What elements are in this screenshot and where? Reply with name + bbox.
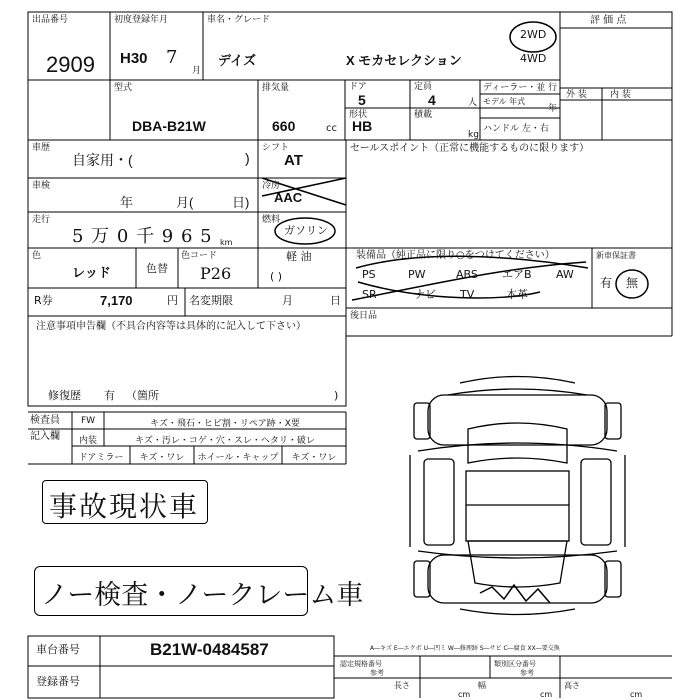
model-year-label: モデル 年式 bbox=[483, 97, 526, 106]
recycle-label: R券 bbox=[34, 294, 53, 307]
color-label: 色 bbox=[32, 251, 42, 261]
ac-value: AAC bbox=[274, 190, 303, 205]
fuel-label: 燃料 bbox=[262, 215, 281, 225]
shape: HB bbox=[352, 118, 373, 134]
name-change-month: 月 bbox=[282, 294, 293, 307]
drive-4wd: 4WD bbox=[520, 52, 547, 65]
capacity: 4 bbox=[428, 92, 436, 108]
capacity-label: 定員 bbox=[414, 82, 433, 92]
chassis-number: B21W-0484587 bbox=[150, 640, 269, 659]
equipment-ps: PS bbox=[362, 268, 376, 281]
reg-label: 初度登録年月 bbox=[114, 15, 169, 25]
sales-points-label: セールスポイント（正常に機能するものに限ります） bbox=[350, 143, 590, 154]
use-value: 自家用・( bbox=[72, 152, 133, 168]
registration-label: 登録番号 bbox=[36, 675, 80, 688]
equipment-tv: TV bbox=[460, 288, 475, 301]
lot-number: 2909 bbox=[46, 52, 95, 77]
equipment-aw: AW bbox=[556, 268, 574, 281]
lot-label: 出品番号 bbox=[32, 15, 69, 25]
inspector-fw-detail: キズ・飛石・ヒビ割・リペア跡・X要 bbox=[150, 419, 300, 429]
model-label: 型式 bbox=[114, 83, 133, 93]
grade: X モカセレクション bbox=[346, 53, 462, 68]
score-label: 評 価 点 bbox=[590, 15, 627, 26]
aftermarket-label: 後日品 bbox=[350, 311, 378, 321]
width-unit: cm bbox=[540, 690, 553, 699]
color-code-label: 色コード bbox=[181, 251, 218, 261]
drive-2wd: 2WD bbox=[520, 28, 547, 41]
model-code: DBA-B21W bbox=[132, 118, 206, 134]
inspector-interior: 内装 bbox=[78, 436, 97, 446]
class-ref: 参考 bbox=[520, 669, 534, 677]
fuel-light: 軽 油 bbox=[286, 250, 312, 263]
load-unit: kg bbox=[468, 130, 479, 140]
warranty-label: 新車保証書 bbox=[596, 251, 636, 260]
car-damage-diagram bbox=[400, 365, 635, 625]
inspection-day: 日) bbox=[232, 195, 250, 210]
inspector-mirror: ドアミラー bbox=[78, 453, 124, 463]
reg-month-unit: 月 bbox=[192, 66, 202, 76]
equipment-airbag: エアB bbox=[502, 268, 532, 281]
recycle-unit: 円 bbox=[167, 294, 178, 307]
height-unit: cm bbox=[630, 690, 643, 699]
equipment-label: 装備品（純正品に限り○をつけてください） bbox=[356, 250, 555, 261]
equipment-leather: 本革 bbox=[506, 288, 528, 301]
shape-label: 形状 bbox=[349, 110, 368, 120]
model-year-unit: 年 bbox=[548, 104, 558, 114]
mileage-value: 5 万 0 千 9 6 5 bbox=[72, 226, 213, 247]
interior-label: 内 装 bbox=[610, 90, 631, 100]
exterior-label: 外 装 bbox=[566, 90, 587, 100]
no-inspection-stamp-text: ノー検査・ノークレーム車 bbox=[41, 580, 364, 611]
handle-label: ハンドル 左・右 bbox=[483, 124, 549, 134]
repair-label: 修復歴 bbox=[48, 389, 81, 402]
cert-label: 認定規格番号 bbox=[340, 660, 382, 668]
declaration-label: 注意事項申告欄（不具合内容等は具体的に記入して下さい） bbox=[36, 321, 306, 332]
shift-value: AT bbox=[284, 152, 303, 169]
displacement: 660 bbox=[272, 118, 296, 134]
no-inspection-stamp bbox=[34, 566, 364, 616]
inspection-month: 月( bbox=[176, 195, 194, 210]
shift-label: シフト bbox=[262, 143, 290, 153]
inspector-interior-detail: キズ・汚レ・コゲ・穴・スレ・ヘタリ・破レ bbox=[135, 436, 315, 446]
inspector-label-2: 記入欄 bbox=[30, 431, 60, 442]
equipment-abs: ABS bbox=[456, 268, 478, 281]
color-change-label: 色替 bbox=[146, 262, 168, 275]
equipment-pw: PW bbox=[408, 268, 426, 281]
repair-detail: （箇所 bbox=[126, 389, 159, 402]
mileage-unit: km bbox=[220, 238, 233, 247]
accident-stamp-text: 事故現状車 bbox=[49, 490, 200, 523]
car-name-label: 車名・グレード bbox=[207, 15, 271, 25]
warranty-yes: 有 bbox=[600, 276, 613, 290]
equipment-navi: ナビ bbox=[414, 288, 436, 301]
doors-label: ドア bbox=[349, 82, 367, 92]
recycle-value: 7,170 bbox=[100, 293, 133, 308]
inspector-fw: FW bbox=[80, 416, 96, 426]
name-change-label: 名変期限 bbox=[189, 294, 233, 307]
damage-legend: A―キズ E―エクボ U―凹ミ W―修理跡 S―サビ C―腐食 XX―要交換 bbox=[370, 645, 560, 652]
reg-month: 7 bbox=[166, 47, 178, 68]
use-label: 車歴 bbox=[32, 143, 51, 153]
repair-close: ) bbox=[334, 389, 339, 402]
length-label: 長さ bbox=[394, 681, 410, 690]
inspection-label: 車検 bbox=[32, 181, 51, 191]
inspector-label: 検査員 bbox=[30, 415, 60, 426]
ac-label: 冷房 bbox=[262, 181, 281, 191]
inspector-wheel-detail: キズ・ワレ bbox=[291, 453, 337, 463]
chassis-label: 車台番号 bbox=[36, 643, 80, 656]
dealer-label: ディーラー・並 行 bbox=[483, 83, 558, 93]
color-value: レッド bbox=[72, 265, 111, 280]
mileage-label: 走行 bbox=[32, 215, 51, 225]
load-label: 積載 bbox=[414, 110, 433, 120]
color-code: P26 bbox=[200, 264, 232, 283]
width-label: 幅 bbox=[478, 681, 486, 690]
capacity-unit: 人 bbox=[468, 98, 478, 108]
accident-stamp bbox=[42, 480, 208, 524]
repair-value: 有 bbox=[104, 389, 115, 402]
reg-era: H30 bbox=[120, 50, 148, 67]
inspector-mirror-detail: キズ・ワレ bbox=[139, 453, 185, 463]
length-unit: cm bbox=[458, 690, 471, 699]
class-label: 類別区分番号 bbox=[494, 660, 536, 668]
equipment-sr: SR bbox=[362, 288, 377, 301]
inspection-year: 年 bbox=[120, 195, 134, 210]
displacement-unit: cc bbox=[326, 123, 337, 134]
cert-ref: 参考 bbox=[370, 669, 384, 677]
doors: 5 bbox=[358, 92, 366, 108]
name-change-day: 日 bbox=[330, 294, 341, 307]
fuel-paren: ( ) bbox=[270, 270, 283, 283]
use-close: ) bbox=[245, 150, 250, 166]
inspector-wheel: ホイール・キャップ bbox=[197, 453, 279, 463]
fuel-value: ガソリン bbox=[284, 224, 328, 237]
height-label: 高さ bbox=[564, 681, 580, 690]
warranty-no: 無 bbox=[626, 276, 639, 290]
displacement-label: 排気量 bbox=[262, 83, 290, 93]
car-name: デイズ bbox=[218, 53, 256, 68]
